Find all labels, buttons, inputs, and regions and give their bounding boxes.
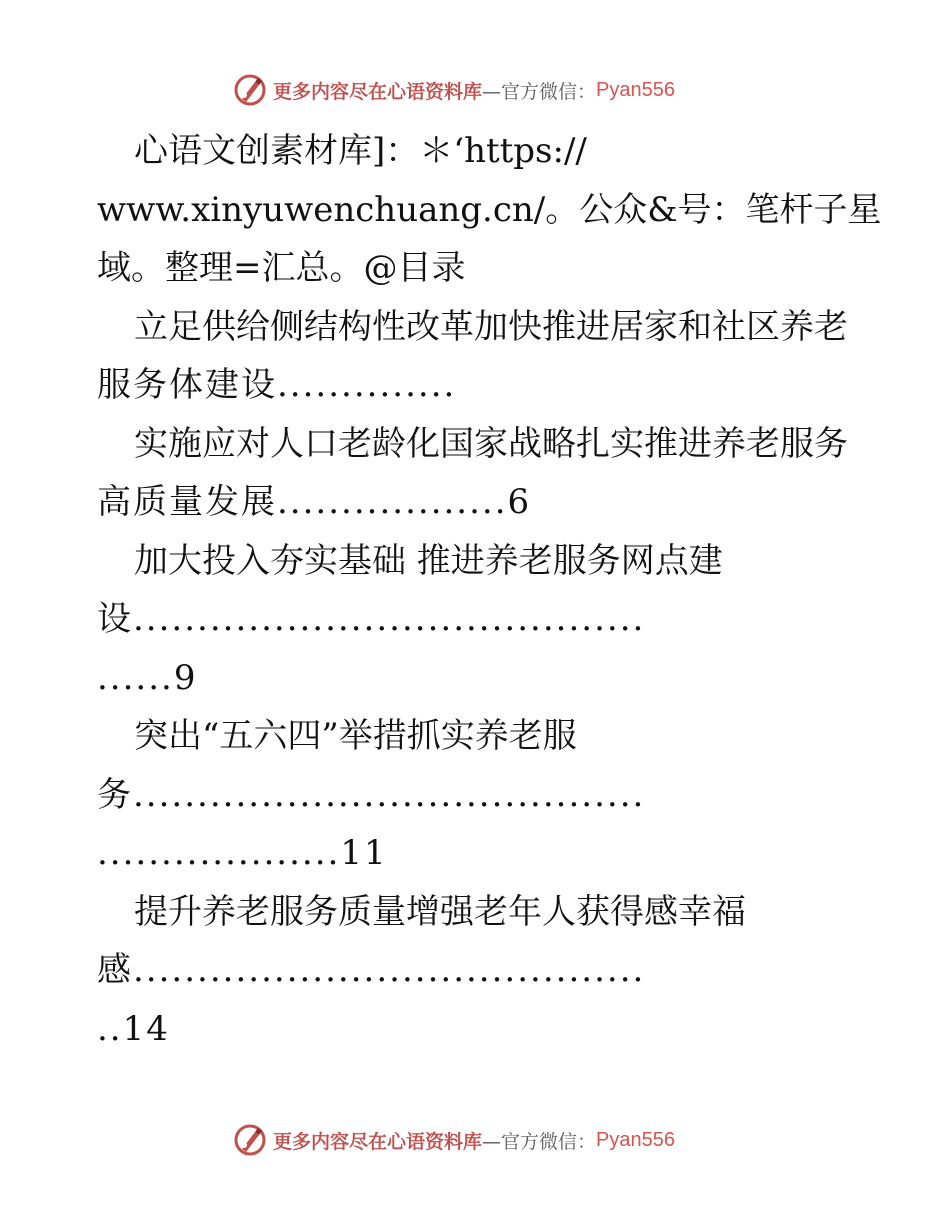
footer-watermark (233, 1122, 675, 1158)
toc-entry-title: 立足供给侧结构性改革加快推进居家和社区养老 (134, 306, 848, 347)
toc-entry-leader: 高质量发展..................6 (97, 482, 532, 522)
toc-entry-leader: 感........................................ (97, 950, 646, 990)
pen-logo-icon (233, 1123, 267, 1157)
watermark-main-text: 更多内容尽在心语资料库 (273, 80, 483, 103)
text-line: www.xinyuwenchuang.cn/。公众&号：笔杆子星 (97, 189, 882, 230)
watermark-main-text: 更多内容尽在心语资料库 (273, 1130, 483, 1153)
toc-entry-page: ..14 (97, 1008, 170, 1049)
toc-entry-page: ...................11 (97, 833, 388, 873)
watermark-wechat-id: Pyan556 (596, 1128, 675, 1151)
toc-entry-page: ......9 (97, 657, 198, 698)
watermark-sub-text: —官方微信： (482, 80, 597, 103)
pen-logo-icon (233, 73, 267, 107)
header-watermark (233, 72, 675, 108)
toc-entry-title: 实施应对人口老龄化国家战略扎实推进养老服务 (134, 423, 848, 464)
toc-entry-title: 提升养老服务质量增强老年人获得感幸福 (134, 891, 746, 932)
text-line: 心语文创素材库]：＊‘https:// (134, 131, 587, 171)
toc-entry-leader: 服务体建设.............. (97, 365, 457, 405)
toc-entry-leader: 务........................................ (97, 774, 646, 815)
toc-entry-title: 突出“五六四”举措抓实养老服 (134, 716, 577, 756)
toc-entry-title: 加大投入夯实基础 推进养老服务网点建 (134, 540, 723, 581)
document-body (97, 122, 882, 1058)
text-line: 域。整理=汇总。@目录 (97, 248, 466, 288)
watermark-sub-text: —官方微信： (482, 1130, 597, 1153)
watermark-wechat-id: Pyan556 (596, 78, 675, 101)
toc-entry-leader: 设........................................ (97, 599, 646, 639)
